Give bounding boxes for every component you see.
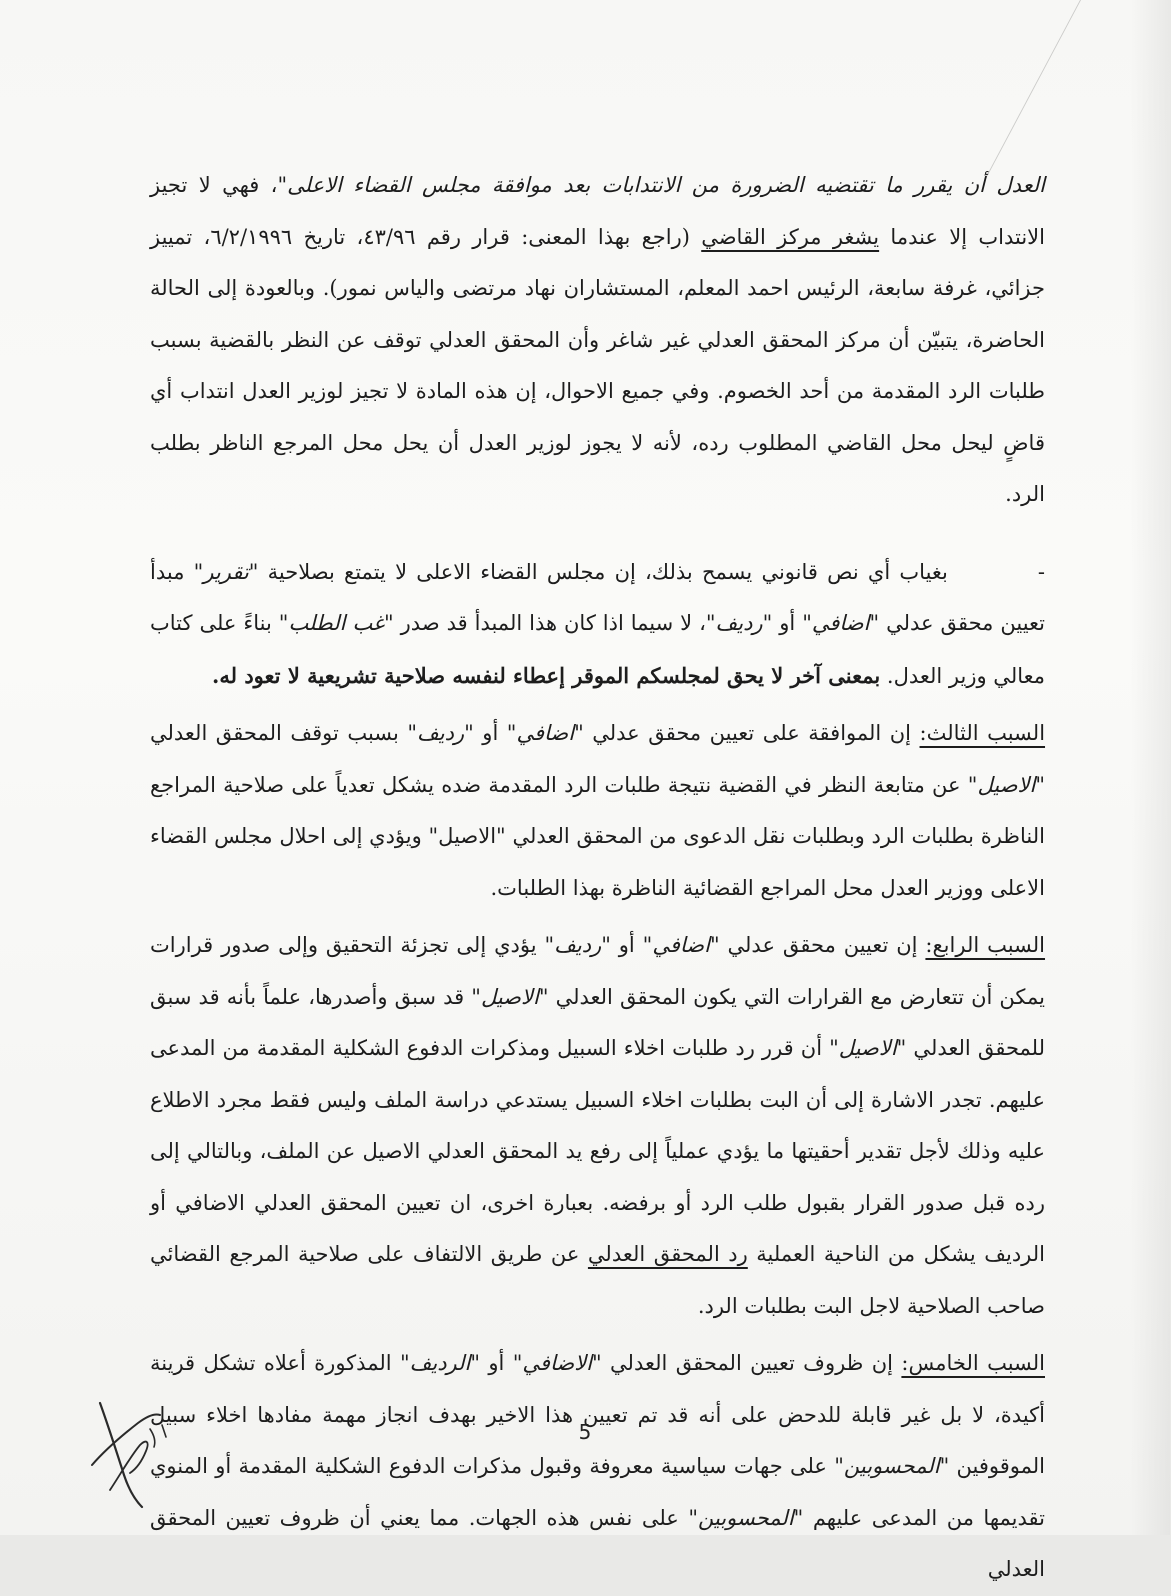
text-run: "الاصيل" bbox=[967, 772, 1045, 797]
handwritten-signature bbox=[80, 1395, 175, 1510]
text-run: أو bbox=[480, 1351, 513, 1375]
text-run: المذكورة أعلاه تشكل قرينة أكيدة، لا بل غير قابلة للدحض على أنه قد تم تعيين هذا الاخير بهدف انجاز مهمة مفادها اخلاء سبيل الموقوفين bbox=[150, 1351, 1045, 1478]
text-run: على جهات سياسية معروفة وقبول مذكرات الدفوع الشكلية المقدمة أو المنوي تقديمها من المدعى عليهم bbox=[150, 1454, 1045, 1530]
text-run: "رديف" bbox=[544, 933, 611, 957]
text-run: يؤدي إلى تجزئة التحقيق وإلى صدور قرارات يمكن أن تتعارض مع القرارات التي يكون المحقق العدلي bbox=[150, 933, 1045, 1009]
text-run: ، فهي لا تجيز الانتداب إلا عندما bbox=[150, 173, 1045, 249]
text-run: (راجع بهذا المعنى: قرار رقم ٤٣/٩٦، تاريخ ٦/٢/١٩٩٦، تمييز جزائي، غرفة سابعة، الرئيس احمد المعلم، المستشاران نهاد مرتضى والياس نمور). وبالعودة إلى الحالة الحاضرة، يتبيّن أن مركز المحقق العدلي غير شاغر وأن المحقق العدلي توقف عن النظر بالقضية بسبب طلبات الرد المقدمة من أحد الخصوم. وفي جميع الاحوال، إن هذه المادة لا تجيز لوزير العدل انتداب أي قاضٍ ليحل محل القاضي المطلوب رده، لأنه لا يجوز لوزير العدل أن يحل محل المرجع الناظر بطلب الرد. bbox=[150, 224, 1045, 506]
text-run: العدل أن يقرر ما تقتضيه الضرورة من الانتدابات بعد موافقة مجلس القضاء الاعلى" bbox=[277, 173, 1045, 197]
paragraph-3 bbox=[150, 708, 1045, 914]
page-number: 5 bbox=[578, 1420, 592, 1444]
text-run: أو bbox=[473, 721, 507, 745]
text-run: مبدأ تعيين محقق عدلي bbox=[150, 559, 1046, 635]
section-heading: السبب الرابع: bbox=[925, 933, 1046, 957]
list-dash: - bbox=[1037, 559, 1045, 584]
text-run: إن ظروف تعيين المحقق العدلي bbox=[601, 1351, 902, 1375]
text-run: أن قرر رد طلبات اخلاء السبيل ومذكرات الدفوع الشكلية المقدمة من المدعى عليهم. تجدر الاشارة إلى أن البت بطلبات اخلاء السبيل يستدعي دراسة الملف وليس فقط مجرد الاطلاع عليه وذلك لأجل تقدير أحقيتها ما يؤدي عملياً إلى رفع يد المحقق العدلي الاصيل عن الملف، وبالتالي إلى رده قبل صدور القرار بقبول طلب الرد أو برفضه. بعبارة اخرى، ان تعيين المحقق العدلي الاضافي أو الرديف يشكل من الناحية العملية bbox=[150, 1036, 1045, 1266]
page-edge-shadow bbox=[1130, 0, 1170, 1535]
text-run: إن الموافقة على تعيين محقق عدلي bbox=[583, 721, 920, 745]
text-run: رد المحقق العدلي bbox=[587, 1242, 748, 1266]
text-run: "رديف" bbox=[705, 611, 773, 635]
text-run: "الاصيل" bbox=[471, 984, 549, 1009]
text-run: "المحسوبين" bbox=[688, 1505, 804, 1530]
section-heading: السبب الخامس: bbox=[901, 1351, 1045, 1375]
text-run: "غب الطلب" bbox=[278, 611, 394, 635]
text-run: بمعنى آخر لا يحق لمجلسكم الموقر إعطاء لنفسه صلاحية تشريعية لا تعود له. bbox=[212, 662, 881, 688]
text-run: عن متابعة النظر في القضية نتيجة طلبات الرد المقدمة ضده يشكل تعدياً على صلاحية المراجع الناظرة بطلبات الرد وبطلبات نقل الدعوى من المحقق العدلي "الاصيل" ويؤدي إلى احلال مجلس القضاء الاعلى ووزير العدل محل المراجع القضائية الناظرة بهذا الطلبات. bbox=[150, 772, 1045, 900]
text-run: أو bbox=[772, 611, 803, 635]
text-run: "اضافي" bbox=[506, 721, 584, 745]
paragraph-2 bbox=[150, 547, 1045, 703]
text-run: على نفس هذه الجهات. مما يعني أن ظروف تعيين المحقق العدلي bbox=[150, 1505, 1045, 1581]
paragraph-4 bbox=[150, 920, 1045, 1332]
text-run: بغياب أي نص قانوني يسمح بذلك، إن مجلس القضاء الاعلى لا يتمتع بصلاحية bbox=[258, 559, 948, 584]
text-run: عن طريق الالتفاف على صلاحية المرجع القضائي صاحب الصلاحية لاجل البت بطلبات الرد. bbox=[150, 1242, 1045, 1318]
document-body bbox=[150, 160, 1045, 1596]
text-run: "رديف" bbox=[407, 721, 474, 745]
text-run: يشغر مركز القاضي bbox=[701, 224, 880, 249]
paragraph-5 bbox=[150, 1338, 1045, 1596]
text-run: إن تعيين محقق عدلي bbox=[719, 933, 926, 957]
text-run: قد سبق وأصدرها، علماً بأنه قد سبق للمحقق العدلي bbox=[150, 984, 1045, 1060]
text-run: بناءً على كتاب معالي وزير العدل. bbox=[150, 611, 1045, 688]
text-run: أو bbox=[610, 933, 643, 957]
paragraph-1 bbox=[150, 160, 1045, 521]
text-run: "اضافي" bbox=[802, 611, 880, 635]
text-run: "اضافي" bbox=[642, 933, 720, 957]
text-run: "الاضافي" bbox=[512, 1351, 602, 1375]
text-run: "الرديف" bbox=[399, 1351, 481, 1375]
text-run: "الاصيل" bbox=[829, 1036, 907, 1060]
text-run: "تقرير" bbox=[193, 559, 259, 584]
text-run: بسبب توقف المحقق العدلي bbox=[150, 721, 408, 745]
section-heading: السبب الثالث: bbox=[919, 721, 1046, 745]
text-run: "المحسوبين" bbox=[834, 1454, 950, 1478]
text-run: ، لا سيما اذا كان هذا المبدأ قد صدر bbox=[393, 611, 706, 635]
